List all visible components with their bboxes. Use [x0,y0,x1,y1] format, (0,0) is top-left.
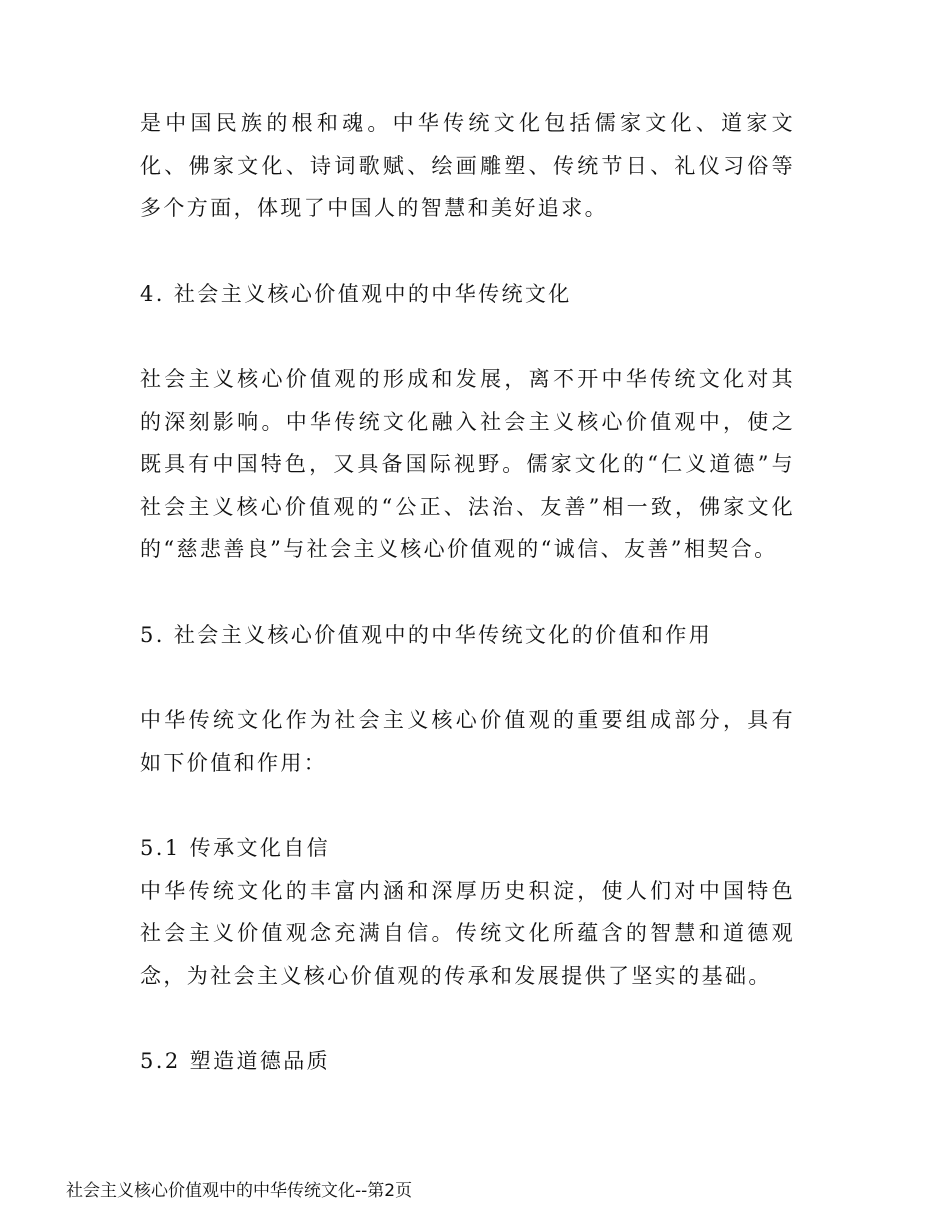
page-footer: 社会主义核心价值观中的中华传统文化--第2页 [66,1181,413,1201]
section-5-1-paragraph: 中华传统文化的丰富内涵和深厚历史积淀，使人们对中国特色社会主义价值观念充满自信。传统文化所蕴含的智慧和道德观念，为社会主义核心价值观的传承和发展提供了坚实的基础。 [140,878,795,988]
paragraph-spacer [140,230,795,273]
section-5-1-heading: 5.1 传承文化自信 [140,836,331,860]
section-5-heading: 5. 社会主义核心价值观中的中华传统文化的价值和作用 [140,622,713,647]
section-4-heading: 4. 社会主义核心价值观中的中华传统文化 [140,281,572,306]
section-4-paragraph: 社会主义核心价值观的形成和发展，离不开中华传统文化对其的深刻影响。中华传统文化融入社会主义核心价值观中，使之既具有中国特色，又具备国际视野。儒家文化的“仁义道德”与社会主义核心价值观的“公正、法治、友善”相一致，佛家文化的“慈悲善良”与社会主义核心价值观的“诚信、友善”相契合。 [140,367,795,561]
paragraph-spacer [140,656,795,699]
paragraph-spacer [140,315,795,358]
paragraph-spacer [140,997,795,1040]
document-body [140,102,795,1083]
intro-paragraph-tail: 是中国民族的根和魂。中华传统文化包括儒家文化、道家文化、佛家文化、诗词歌赋、绘画雕塑、传统节日、礼仪习俗等多个方面，体现了中国人的智慧和美好追求。 [140,111,795,220]
paragraph-spacer [140,571,795,614]
section-5-paragraph: 中华传统文化作为社会主义核心价值观的重要组成部分，具有如下价值和作用： [140,708,795,775]
section-5-2-heading: 5.2 塑造道德品质 [140,1049,331,1073]
paragraph-spacer [140,784,795,827]
